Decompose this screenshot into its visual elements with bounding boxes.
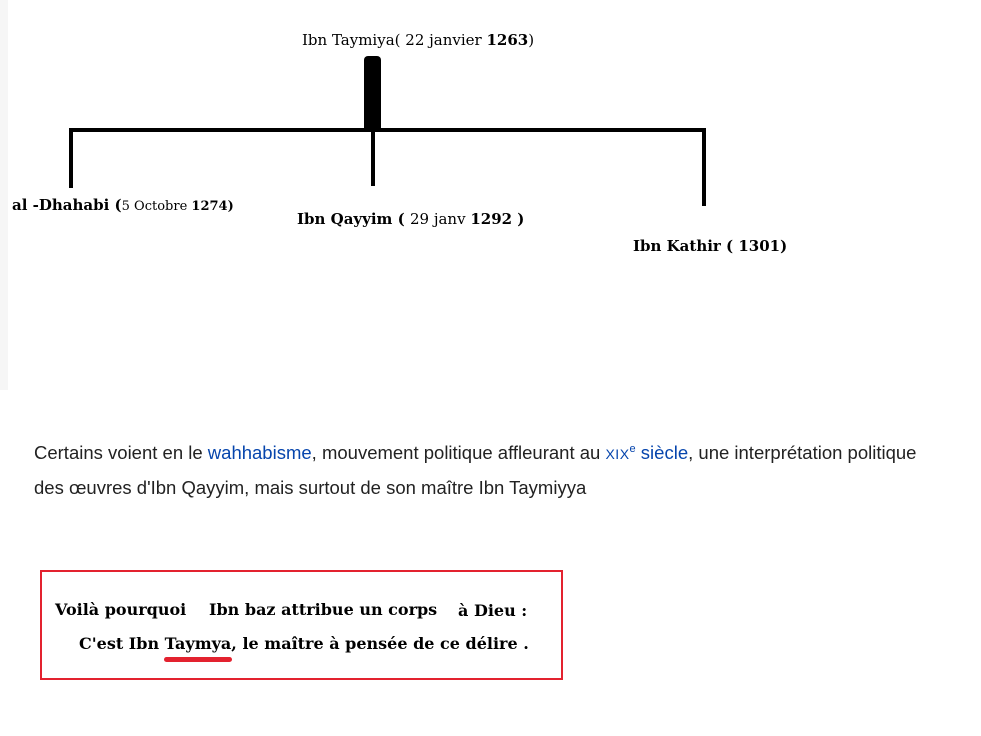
qayyim-date: 29 janv [409, 210, 471, 228]
kathir-name: Ibn Kathir ( 1301) [633, 237, 788, 255]
root-stem-line [364, 56, 381, 132]
link-century[interactable] [605, 442, 688, 463]
root-node-taymiya [302, 31, 534, 49]
note-line1-part-a: Voilà pourquoi [55, 600, 187, 619]
century-numeral: XIX [605, 446, 630, 462]
qayyim-name: Ibn Qayyim ( [297, 210, 410, 228]
century-sup: e [629, 443, 636, 455]
dhahabi-date: 5 Octobre [121, 199, 192, 214]
link-wahhabisme[interactable]: wahhabisme [207, 442, 312, 463]
note-line2 [79, 634, 529, 653]
dhahabi-year: 1274) [191, 199, 234, 214]
note-line2-part-c: , le maître à pensée de ce délire . [231, 634, 529, 653]
dhahabi-name: al -Dhahabi ( [12, 196, 122, 214]
left-margin-strip [0, 0, 8, 390]
note-box [40, 570, 563, 680]
qayyim-year: 1292 ) [470, 210, 525, 228]
child-node-qayyim [297, 210, 524, 228]
root-close: ) [528, 31, 535, 49]
para-text-3: , une interprétation politique des œuvres d'Ibn Qayyim, mais surtout de son maître Ibn Taymiyya [34, 442, 917, 498]
child-node-dhahabi [12, 196, 234, 216]
red-underline-mark [164, 657, 232, 662]
para-text-1: Certains voient en le [34, 442, 208, 463]
note-line1-part-c: à Dieu : [458, 601, 528, 620]
century-word: siècle [635, 442, 689, 463]
note-line1-part-b: Ibn baz attribue un corps [209, 600, 438, 619]
wikipedia-paragraph [34, 436, 934, 504]
root-date: 22 janvier [400, 31, 487, 49]
root-name: Ibn Taymiya( [302, 31, 401, 49]
para-text-2: , mouvement politique affleurant au [311, 442, 606, 463]
root-year: 1263 [486, 31, 529, 49]
note-line2-part-a: C'est Ibn [79, 634, 165, 653]
note-line2-underlined-name: Taymya [164, 634, 232, 653]
child-node-kathir [633, 237, 787, 255]
